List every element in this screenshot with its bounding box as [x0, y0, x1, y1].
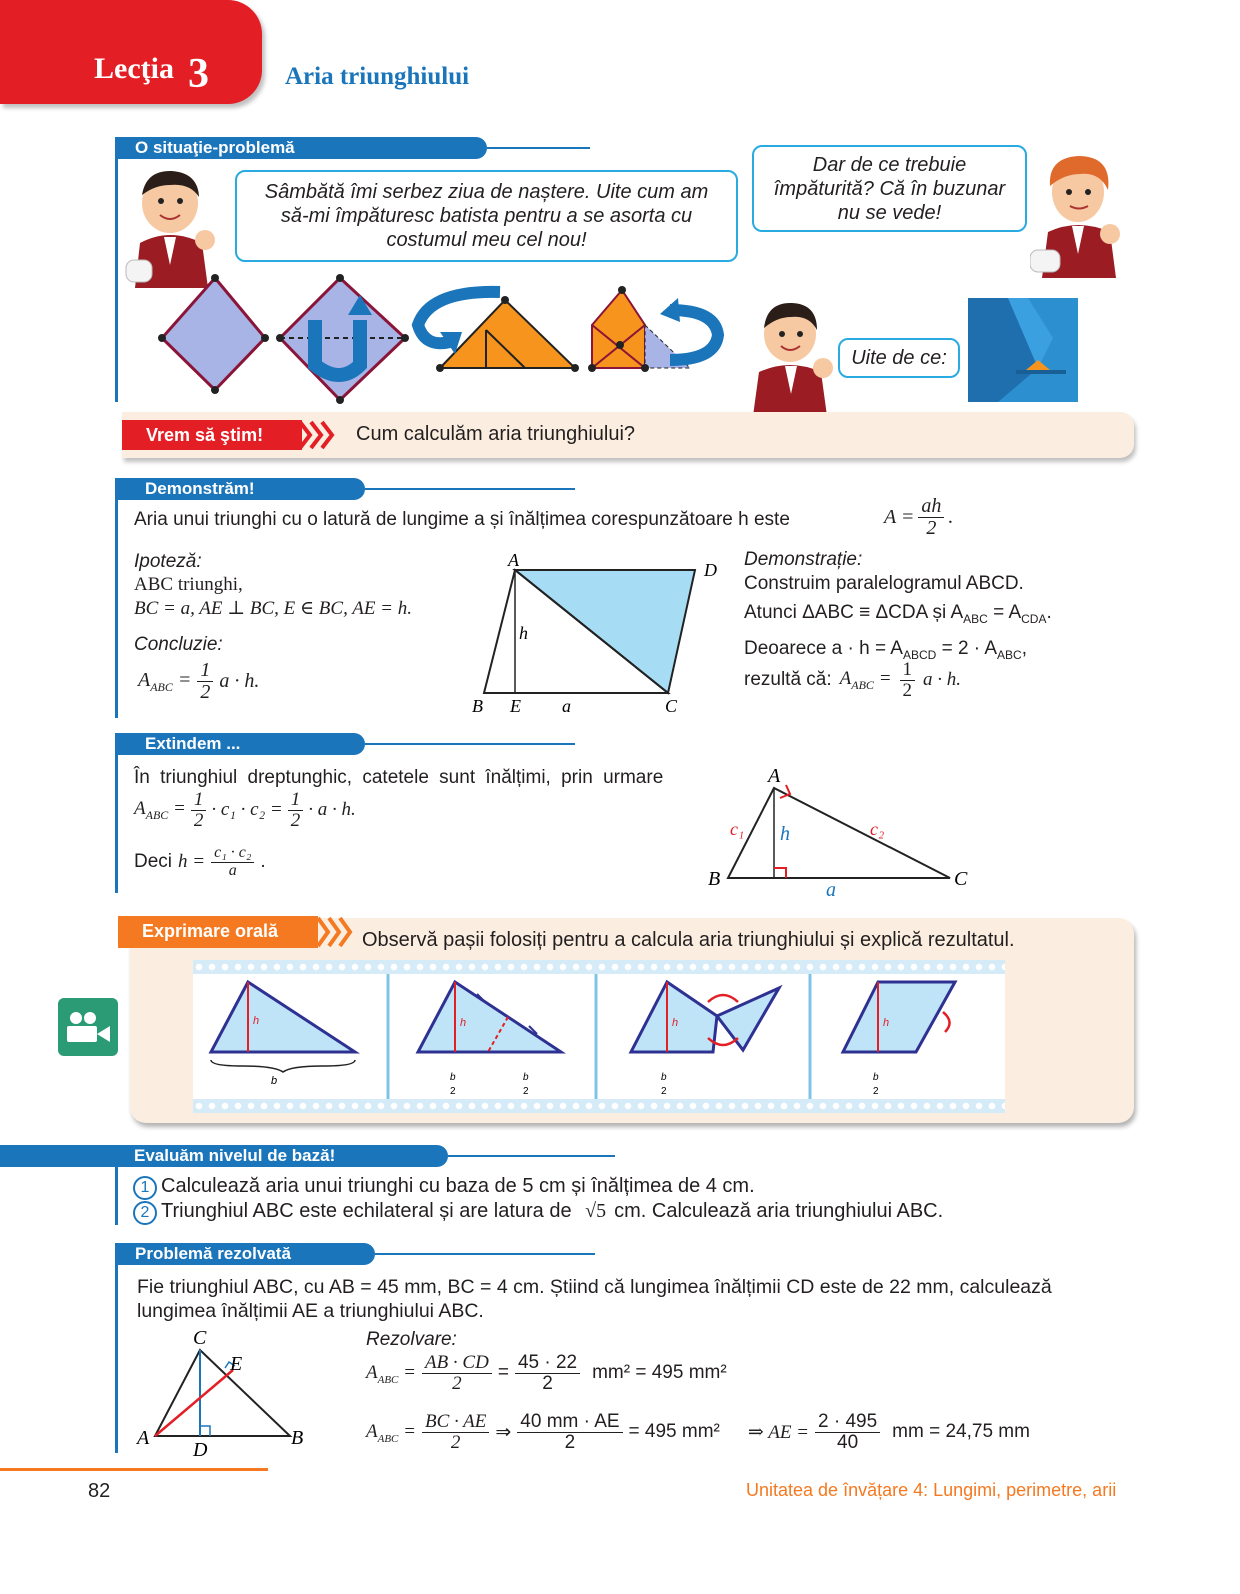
footer-rule — [0, 1468, 268, 1471]
solved-triangle-figure — [135, 1322, 315, 1462]
extend-text: În triunghiul dreptunghic, catetele sunt înălțimi, prin urmare — [134, 767, 664, 788]
label-a: a — [826, 879, 836, 900]
label-C: C — [954, 868, 968, 890]
handkerchief-folding-steps — [150, 270, 730, 410]
film-strip-bottom — [193, 1099, 1005, 1113]
hypothesis-1: ABC triunghi, — [134, 574, 243, 595]
frame1-b: b — [271, 1075, 278, 1087]
exercise-1-text: Calculează aria unui triunghi cu baza de 5 cm și înălțimea de 4 cm. — [161, 1175, 755, 1197]
solved-heading: Problemă rezolvată — [117, 1243, 375, 1265]
speech-bubble-3: Uite de ce: — [838, 338, 960, 378]
unit-title: Unitatea de învățare 4: Lungimi, perimetre, arii — [746, 1480, 1117, 1500]
film-strip-top — [193, 960, 1005, 974]
extend-formula-end: · a · h. — [308, 799, 356, 821]
conclusion-formula: $A_{ABC}$ = $\frac{1}{2}$ a · h. — [138, 659, 260, 703]
frame4-half-num: b — [873, 1072, 879, 1083]
question-text: Cum calculăm aria triunghiului? — [356, 423, 636, 445]
eq3-den: 40 — [837, 1431, 859, 1453]
label-c2: c₂ — [870, 819, 885, 839]
eq2-frac1-den: 2 — [450, 1431, 461, 1453]
right-triangle-figure — [700, 760, 980, 900]
extend-heading: Extindem ... — [117, 733, 365, 755]
chevrons-icon — [298, 420, 338, 450]
frame2-half-den-1: 2 — [450, 1086, 456, 1097]
label-A: A — [768, 765, 781, 787]
label-a: a — [562, 696, 571, 716]
frame1-h: h — [253, 1015, 260, 1027]
eq3-tail: mm = 24,75 mm — [892, 1421, 1030, 1443]
height-num: c₁ · c₂ — [211, 845, 254, 863]
conclusion-rhs: a · h. — [219, 670, 260, 692]
jacket-pocket-image — [968, 298, 1078, 402]
speech-bubble-1: Sâmbătă îmi serbez ziua de naștere. Uite cum am să-mi împăturesc batista pentru a se asorta cu costumul meu cel nou! — [235, 170, 738, 262]
heading-line — [375, 1253, 595, 1255]
problem-line-1: Fie triunghiul ABC, cu AB = 45 mm, BC = 4 cm. Știind că lungimea înălțimii CD este de 22 mm, calculează — [137, 1276, 1052, 1298]
frame3-half-den: 2 — [661, 1086, 667, 1097]
heading-line — [448, 1155, 615, 1157]
proof-line-2: Atunci ΔABC ≡ ΔCDA și $A_{ABC} = A_{CDA}$. — [744, 602, 1052, 626]
conclusion-num: 1 — [197, 660, 213, 682]
parallelogram-figure — [470, 548, 730, 718]
boy-illustration-2 — [745, 298, 840, 418]
exercise-2-text-b: cm. Calculează aria triunghiului ABC. — [614, 1200, 944, 1222]
exercise-1 — [133, 1174, 755, 1200]
eq2-tail: = 495 mm² — [628, 1421, 720, 1443]
label-D: D — [704, 560, 717, 580]
resolution-title: Rezolvare: — [366, 1329, 457, 1350]
lesson-label: Lecţia — [94, 52, 174, 85]
label-A: A — [137, 1427, 150, 1449]
label-E: E — [510, 696, 521, 716]
frame3-h: h — [672, 1017, 679, 1029]
label-h: h — [780, 823, 790, 845]
height-formula: Deci h = $\frac{\text{c₁ · c₂}}{a}$ . — [134, 844, 266, 879]
conclusion-lhs: A — [138, 668, 151, 691]
question-tag: Vrem să ştim! — [122, 420, 302, 450]
hypothesis-title: Ipoteză: — [134, 551, 202, 572]
eq1-tail: mm² = 495 mm² — [592, 1362, 727, 1384]
extend-formula: $A_{ABC}$ = $\frac{1}{2}$ · c₁ · c₂ = $\frac{1}{2}$ · a · h. — [134, 789, 356, 831]
exercise-1-number: 1 — [133, 1176, 157, 1200]
eq3-lhs: ⇒ AE = — [747, 1421, 810, 1443]
frame2-half-den-2: 2 — [523, 1086, 529, 1097]
chevrons-icon — [316, 916, 356, 948]
label-c1: c₁ — [730, 819, 745, 839]
demonstration-heading: Demonstrăm! — [117, 478, 365, 500]
proof-line-1: Construim paralelogramul ABCD. — [744, 573, 1024, 594]
eq1-frac2-den: 2 — [542, 1372, 553, 1394]
proof-title: Demonstrație: — [744, 549, 863, 570]
hypothesis-2: BC = a, AE ⊥ BC, E ∈ BC, AE = h. — [134, 598, 413, 619]
frame4-half-den: 2 — [873, 1086, 879, 1097]
video-icon[interactable] — [58, 998, 118, 1056]
eq2-frac2-den: 2 — [564, 1431, 576, 1453]
page-number: 82 — [88, 1480, 111, 1502]
height-den: a — [228, 861, 237, 879]
heading-line — [365, 743, 575, 745]
label-B: B — [472, 696, 483, 716]
oral-text: Observă pașii folosiți pentru a calcula aria triunghiului și explică rezultatul. — [362, 929, 1015, 951]
proof-line-3: Deoarece $a \cdot h = A_{ABCD} = 2 \cdot A_{ABC}$, — [744, 638, 1028, 662]
label-A: A — [508, 550, 519, 570]
eq1-frac2-num: 45 · 22 — [515, 1353, 580, 1374]
eq2-frac2-num: 40 mm · AE — [517, 1412, 622, 1433]
eq1-frac1-num: AB · CD — [422, 1353, 492, 1374]
lesson-number: 3 — [188, 51, 209, 97]
film-frames — [193, 974, 1005, 1099]
situation-heading: O situaţie-problemă — [117, 137, 487, 159]
frame4-h: h — [883, 1017, 890, 1029]
proof-result-text: rezultă că: — [744, 669, 832, 691]
section-rule — [115, 478, 118, 718]
area-formula: A = $\frac{ah}{2}$ . — [884, 495, 954, 539]
heading-line — [365, 488, 575, 490]
equation-2: $A_{ABC}$ = $\frac{BC \cdot AE}{2}$ ⇒ $\frac{40 mm \cdot AE}{2}$ = 495 mm² ⇒ AE = $\frac{2 \cdot 495}{40}$ mm = 24,75 mm — [366, 1411, 1030, 1453]
section-rule — [115, 1243, 118, 1453]
area-formula-num: ah — [918, 496, 944, 518]
label-C: C — [193, 1327, 207, 1349]
section-rule — [115, 1167, 118, 1225]
problem-line-2: lungimea înălțimii AE a triunghiului ABC. — [137, 1300, 484, 1322]
video-camera-icon — [58, 998, 118, 1056]
area-formula-den: 2 — [926, 517, 937, 539]
deci-label: Deci — [134, 851, 173, 873]
red-haired-boy-illustration — [1030, 150, 1130, 280]
frame2-h: h — [460, 1017, 467, 1029]
eq1-frac1-den: 2 — [452, 1372, 462, 1394]
label-C: C — [665, 696, 678, 716]
exercise-2-number: 2 — [133, 1201, 157, 1225]
eq2-frac1-num: BC · AE — [422, 1412, 489, 1433]
label-B: B — [708, 868, 721, 890]
heading-line — [487, 147, 590, 149]
label-h: h — [519, 623, 528, 643]
extend-formula-mid: · c₁ · c₂ = — [211, 799, 283, 821]
label-B: B — [291, 1427, 304, 1449]
conclusion-sub: ABC — [150, 679, 173, 694]
area-formula-lhs: A = — [884, 506, 915, 528]
label-D: D — [193, 1439, 208, 1461]
evaluate-heading: Evaluăm nivelul de bază! — [0, 1145, 448, 1167]
lesson-title: Aria triunghiului — [285, 63, 470, 90]
frame2-half-num-2: b — [523, 1072, 529, 1083]
exercise-2 — [133, 1199, 943, 1225]
frame2-half-num-1: b — [450, 1072, 456, 1083]
conclusion-den: 2 — [200, 681, 211, 703]
proof-line-4: rezultă că: $A_{ABC}$ = $\frac{1}{2}$ a · h. — [744, 659, 962, 701]
theorem-statement: Aria unui triunghi cu o latură de lungime a și înălțimea corespunzătoare h este — [134, 509, 790, 530]
label-E: E — [230, 1353, 243, 1375]
conclusion-title: Concluzie: — [134, 634, 223, 655]
exercise-2-root: √5 — [585, 1200, 607, 1222]
section-rule — [115, 137, 118, 402]
eq3-num: 2 · 495 — [815, 1412, 880, 1433]
speech-bubble-2: Dar de ce trebuie împăturită? Că în buzunar nu se vede! — [752, 145, 1027, 232]
section-rule — [115, 733, 118, 893]
area-steps-diagram — [193, 974, 1005, 1099]
equation-1: $A_{ABC}$ = $\frac{AB \cdot CD}{2}$ = $\frac{45 \cdot 22}{2}$ mm² = 495 mm² — [366, 1352, 727, 1394]
frame3-half-num: b — [661, 1072, 667, 1083]
oral-tag: Exprimare orală — [118, 916, 318, 948]
exercise-2-text-a: Triunghiul ABC este echilateral și are latura de — [161, 1200, 572, 1222]
